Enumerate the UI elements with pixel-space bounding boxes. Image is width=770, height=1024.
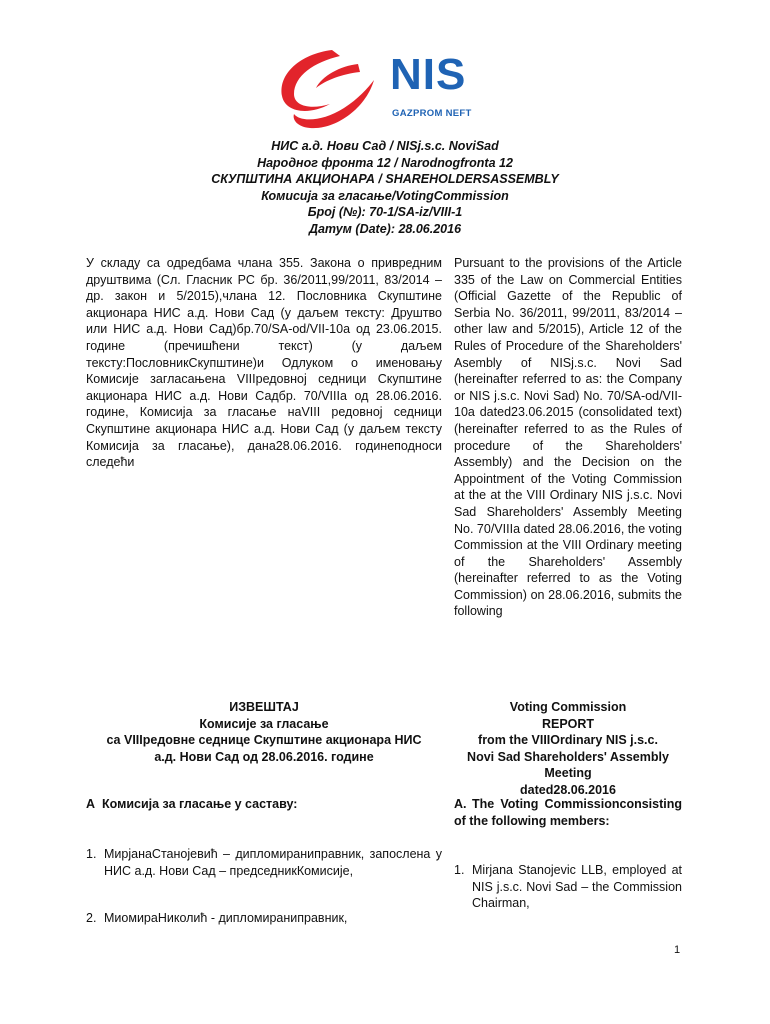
intro-english: Pursuant to the provisions of the Article 335 of the Law on Commercial Entities (Official Gazette of the Republic of Serbia No. 36/2011, 99/2011, 83/2014 – other law and 5/2015), Article 12 of the Rules of Procedure of the Shareholders' Asembly of NISj.s.c. Novi Sad (hereinafter referred to as: the Company or NIS j.s.c. Novi Sad) No. 70/SA-od/VII-10a dated23.06.2015 (consolidated text)(hereinafter referred to as the Rules of procedure of the Shareholders' Assembly) and the Decision on the Appointment of the Voting Commission at the at the VIII Ordinary NIS j.s.c. Novi Sad Shareholders' Assembly Meeting No. 70/VIIIa dated 28.06.2016, the voting Commission at the VIII Ordinary meeting of the Shareholders' Assembly (hereinafter referred to as the Voting Commission) on 28.06.2016, submits the following	[454, 256, 682, 619]
report-subtitle-line: Voting Commission	[509, 700, 627, 714]
member-number: 1.	[454, 863, 465, 877]
report-subtitle-line: а.д. Нови Сад од 28.06.2016. године	[154, 749, 374, 764]
nis-logo	[270, 44, 510, 134]
report-title: ИЗВЕШТАЈ	[229, 700, 299, 714]
intro-serbian: У складу са одредбама члана 355. Закона о привредним друштвима (Сл. Гласник РС бр. 36/2011,99/2011, 83/2014 – др. закон и 5/2015),члана 12. Пословника Скупштине акционара НИС а.д. Нови Сад (у даљем тексту: Друштво или НИС а.д. Нови Сад)бр.70/SA-od/VII-10а од 23.06.2015. године (пречишћени текст) (у даљем тексту:ПословникСкупштине)и Одлуком о именовању Комисије загласањена VIIIредовној седници Скупштине акционара НИС а.д. Нови Садбр. 70/VIIIа од 28.06.2016. године, Комисија за гласање наVIII редовној седници Скупштине акционара НИС а.д. Нови Сад (у даљем тексту Комисија за гласање), дана28.06.2016. годинеподноси следећи	[86, 256, 442, 470]
header-line-assembly: СКУПШТИНА АКЦИОНАРА / SHAREHOLDERSASSEMBLY	[211, 172, 559, 186]
member-item	[86, 846, 442, 879]
section-a-serbian	[86, 796, 442, 813]
member-number: 1.	[86, 847, 97, 861]
section-letter: A.	[454, 797, 467, 811]
section-letter: А	[86, 797, 96, 811]
document-header	[0, 138, 770, 237]
member-text: МирјанаСтанојевић – дипломираниправник, запослена у НИС а.д. Нови Сад – председникКомисије,	[104, 847, 442, 878]
report-title-english	[454, 699, 682, 798]
report-subtitle-line: from the VIIIOrdinary NIS j.s.c.	[478, 733, 658, 747]
page-number: 1	[674, 944, 681, 956]
report-subtitle-line: dated28.06.2016	[520, 782, 616, 797]
section-heading: The Voting Commissionconsisting of the following members:	[454, 797, 682, 828]
member-text: МиомираНиколић - дипломираниправник,	[104, 911, 348, 925]
report-subtitle-line: Meeting	[544, 766, 592, 780]
nis-swoosh-icon	[270, 44, 390, 134]
report-title-serbian	[86, 699, 442, 765]
header-line-address: Народног фронта 12 / Narodnogfronta 12	[257, 155, 513, 170]
logo-subtitle: GAZPROM NEFT	[392, 108, 472, 119]
section-a-english	[454, 796, 682, 829]
member-number: 2.	[86, 911, 97, 925]
header-line-date: Датум (Date): 28.06.2016	[308, 221, 462, 236]
logo-brand: NIS	[390, 50, 467, 99]
header-line-company: НИС а.д. Нови Сад / NISj.s.c. NoviSad	[271, 139, 499, 153]
section-heading: Комисија за гласање у саставу:	[101, 797, 298, 811]
member-item	[86, 910, 442, 927]
report-subtitle-line: Novi Sad Shareholders' Assembly	[467, 749, 669, 764]
member-text: Mirjana Stanojevic LLB, employed at NIS j.s.c. Novi Sad – the Commission Chairman,	[472, 863, 682, 910]
report-title: REPORT	[541, 716, 595, 731]
report-subtitle-line: са VIIIредовне седнице Скупштине акционара НИС	[106, 733, 422, 747]
header-line-commission: Комисија за гласање/VotingCommission	[261, 188, 509, 203]
report-subtitle-line: Комисије за гласање	[199, 716, 329, 731]
header-line-number: Број (№): 70-1/SA-iz/VIII-1	[307, 205, 463, 219]
member-item	[454, 862, 682, 912]
